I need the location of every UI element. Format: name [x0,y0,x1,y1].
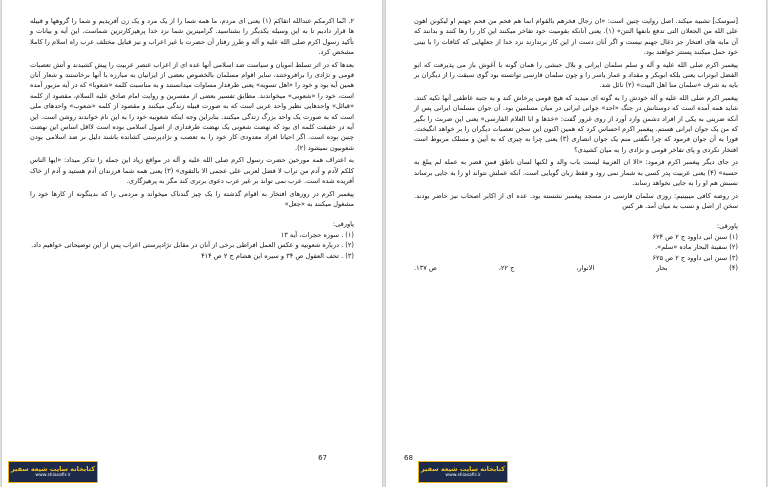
footnote: (۲) سفینة البحار ماده «سلم». [655,243,738,252]
footnote-number: (۴) [729,263,738,272]
paragraph: پیغمبر اکرم صلی الله علیه و آله خودش را به گونه ای میدید که هیچ قومی پرخاش کند و به جنبه عاطفی آنها تکیه کنند. شاید همه آمده است که دوستانش در جنگ «احد» جوانی ایرانی در میان مسلمین بود. آن جوان مسلمان ایرانی پس از آنکه ضربتی به یکی از افراد دشمن وارد آورد از روی غرور گفت: «خذها و انا الغلام الفارسی» یعنی این ضربت را بگیر که من یک جوان ایرانی هستم. پیغمبر اکرم احساس کرد که همین اکنون این سخن تعصبات دیگران را بر خواهد انگیخت. فورا به آن جوان فرمود که چرا نگفتی منم یک جوان انصاری (۳) یعنی چرا به چیزی که به آیین و مسلک مربوط است افتخار نکردی و پای تفاخر قومی و نژادی را به میان کشیدی؟ [414,93,739,154]
footnote-title: الانوار، [576,263,595,272]
page-number: 68 [404,454,413,462]
logo-subtitle: www.shiasafir.ir [445,473,481,478]
paragraph: ۲. انّما اکرمکم عندالله اتقاکم (۱) یعنی ای مردم، ما همه شما را از یک مرد و یک زن آفریدیم و شما را گروهها و قبیله ها قرار دادیم تا به این وسیله یکدیگر را بشناسید. گرامیترین شما نزد خدا پرهیزکارترین شماست. این آیه و بیانات و تأکید رسول اکرم صلی الله علیه و آله و طرز رفتار آن حضرت با غیر اعراب و نیز قبایل مختلف عرب راه اسلام را کاملا مشخص کرد. [30,17,355,57]
paragraph: در روضه کافی میبینیم: روزی سلمان فارسی در مسجد پیغمبر نشسته بود. عده ای از اکابر اصحاب نیز حاضر بودند. سخن از اصل و نسب به میان آمد. هر کس [414,191,738,210]
footnote: (۳) . تحف العقول ص ۳۴ و سیره ابن هشام ج ۲ ص ۴۱۴ [201,251,354,260]
paragraph: بعدها که در اثر تسلط امویان و سیاست ضد اسلامی آنها عده ای از اعراب عنصر عربیت را پیش کشیدند و آتش تعصبات قومی و نژادی را برافروختند، سایر اقوام مسلمان بالخصوص بعضی از ایرانیان به مبارزه با آنها برخاستند و شعار آنان همین آیه بود و خود را «اهل تسویه» یعنی طرفدار مساوات میدانستند و به مناسبت کلمه «شعوبا» که در آیه مزبور آمده است، خود را «شعوبی» میخواندند. مطابق تفسیر بعضی از مفسرین و روایت امام صادق علیه السلام، مقصود از کلمه «قبائل» واحدهایی نظیر واحد عربی است که به صورت قبیله زندگی میکنند و مقصود از کلمه «شعوب» واحدهای ملی است که به صورت یک واحد بزرگ زندگی میکنند. بنابراین وجه اینکه شعوبیه خود را به این نام خواندند روشن است. این آیه در حقیقت کلمه ای بود که نهضت شعوبی یک نهضت طرفداری از اصول اسلامی بوده است لااقل اساس این نهضت چنین بوده است. اگر احیانا افراد معدودی کار خود را به تعصب و نژادپرستی کشانده باشند دلیل بر ضد اسلامی بودن شعوبیون نمیشود (۲). [30,60,354,152]
footnotes [30,219,354,261]
footnotes-title: پاورقی: [332,220,354,229]
paragraph: در جای دیگر پیغمبر اکرم فرمود: «الا ان العربیة لیست باب والد و لکنها لسان ناطق فمن قصر به عمله لم یبلغ به حسبه» (۴) یعنی عربیت پدر کسی به شمار نمی رود و فقط زبان گویایی است. آنکه عملش نتواند او را به جایی برساند نسبش هم او را به جایی نخواهد رساند. [414,158,739,188]
footnote-source: بحار [656,263,668,272]
logo-title: کتابخانه سایت شیعه سفیر [420,465,506,473]
footnote: (۱) . سوره حجرات، آیه ۱۳ [280,230,354,239]
paragraph: [سوسک] تشبیه میکند. اصل روایت چنین است: «ان رجال فخرهم بالقوام انما هم فحم من فحم جهنم او لیکونن اهون علی الله من الجعلان التی تدفع بانفها النتن» (۱). یعنی آنانکه بقومیت خود تفاخر میکنند این کار را رها کنند و بدانند که آن مایه های افتخار جز ذغال جهنم نیست و اگر آنان دست از این کار برندارند نزد خدا از جعلهایی که کثافات را با بینی خود حمل میکنند پستتر خواهند بود. [414,17,738,57]
paragraph: پیغمبر اکرم در روزهای افتخار به اقوام گذشته را یک چیز گندناک میخواند و مردمی را که بدینگونه از کارها خود را مشغول میکنند به «جعل» [30,189,354,208]
right-page [386,0,766,487]
footnote-page: ص ۱۳۷. [414,263,437,272]
library-logo [8,461,98,483]
paragraph: پیغمبر اکرم صلی الله علیه و آله و سلم سلمان ایرانی و بلال حبشی را همان گونه با آغوش باز می پذیرفت که ابو الفضل ابوتراب یعنی بلکه ابوبکر و مقداد و عمار یاسر را و چون سلمان فارسی توانسته بود گوی سبقت را از دیگران بر بایه به شرف «سلمان منا اهل البیت» (۲) نائل شد. [414,60,738,90]
logo-title: کتابخانه سایت شیعه سفیر [10,465,96,473]
right-page-text [414,16,738,273]
footnote-volume: ج ۲۲، [498,263,515,272]
footnote: (۱) سنن ابی داوود ج ۲ ص ۶۲۴ [652,232,738,241]
footnote-row [414,263,738,273]
paragraph: به اعتراف همه مورخین حضرت رسول اکرم صلی الله علیه و آله در مواقع زیاد این جمله را تذکر میداد: «ایها الناس کلکم لآدم و آدم من تراب لا فضل لعربی علی عجمی الا بالتقوی» (۳) یعنی همه شما فرزندان آدم هستید و آدم از خاک آفریده شده است. عرب نمی تواند بر غیر عرب دعوی برتری کند مگر به پرهیزگاری. [30,156,354,186]
library-logo [418,461,508,483]
left-page-text [30,16,354,261]
left-page [2,0,382,487]
page-number: 67 [318,454,327,462]
footnote: (۳) سنن ابی داوود ج ۲ ص ۶۲۵ [652,253,738,262]
footnote: (۲) . درباره شعوبیه و عکس العمل افراطی برخی از آنان در مقابل نژادپرستی اعراب پس از این توضیحاتی خواهیم داد. [31,241,354,250]
footnotes [414,221,738,273]
footnotes-title: پاورقی: [716,222,738,231]
logo-subtitle: www.shiasafir.ir [35,473,71,478]
